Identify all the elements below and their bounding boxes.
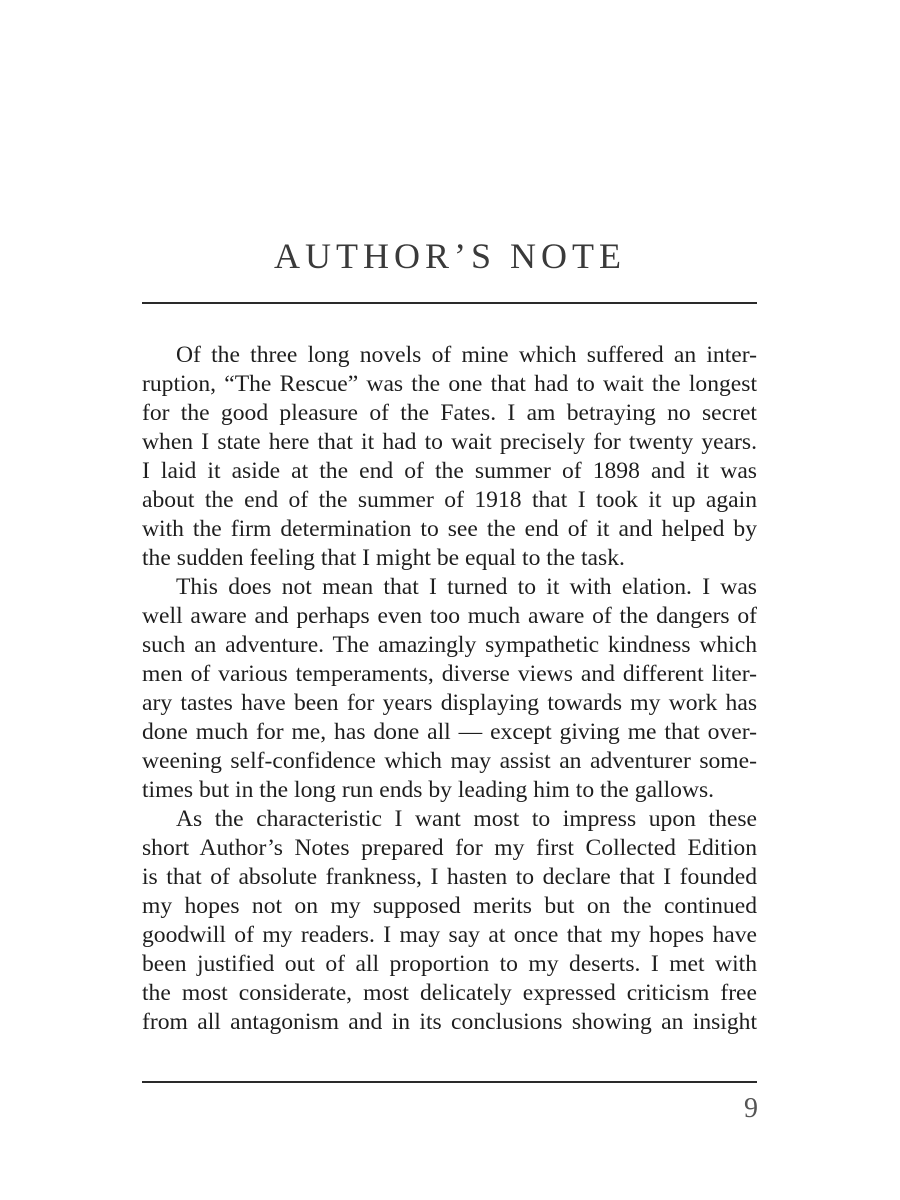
text-line: my hopes not on my supposed merits but on the continued (142, 893, 757, 919)
text-line: ary tastes have been for years displaying towards my work has (142, 690, 757, 716)
text-line: goodwill of my readers. I may say at once that my hopes have (142, 922, 757, 948)
text-line: when I state here that it had to wait precisely for twenty years. (142, 429, 757, 455)
text-line: times but in the long run ends by leading him to the gallows. (142, 777, 715, 803)
text-line: men of various temperaments, diverse views and different liter- (142, 661, 757, 687)
text-line: for the good pleasure of the Fates. I am betraying no secret (142, 400, 757, 426)
text-line: well aware and perhaps even too much aware of the dangers of (142, 603, 757, 629)
text-line: been justified out of all proportion to my deserts. I met with (142, 951, 757, 977)
text-line: from all antagonism and in its conclusions showing an insight (142, 1009, 757, 1035)
text-line: about the end of the summer of 1918 that I took it up again (142, 487, 757, 513)
text-line: short Author’s Notes prepared for my first Collected Edition (142, 835, 757, 861)
text-line: such an adventure. The amazingly sympathetic kindness which (142, 632, 757, 658)
text-line: the sudden feeling that I might be equal to the task. (142, 545, 625, 571)
page-title: AUTHOR’S NOTE (274, 236, 626, 276)
text-line: This does not mean that I turned to it with elation. I was (176, 574, 757, 600)
top-rule (142, 302, 757, 304)
text-line: with the firm determination to see the end of it and helped by (142, 516, 757, 542)
text-line: weening self-confidence which may assist an adventurer some- (142, 748, 757, 774)
text-line: is that of absolute frankness, I hasten to declare that I founded (142, 864, 757, 890)
text-line: the most considerate, most delicately expressed criticism free (142, 980, 757, 1006)
bottom-rule (142, 1081, 757, 1083)
text-line: As the characteristic I want most to impress upon these (176, 806, 757, 832)
text-line: done much for me, has done all — except giving me that over- (142, 719, 757, 745)
body-text (142, 341, 757, 1037)
text-line: Of the three long novels of mine which suffered an inter- (176, 342, 757, 368)
page-number: 9 (744, 1093, 758, 1124)
text-line: ruption, “The Rescue” was the one that had to wait the longest (142, 371, 757, 397)
text-line: I laid it aside at the end of the summer of 1898 and it was (142, 458, 757, 484)
